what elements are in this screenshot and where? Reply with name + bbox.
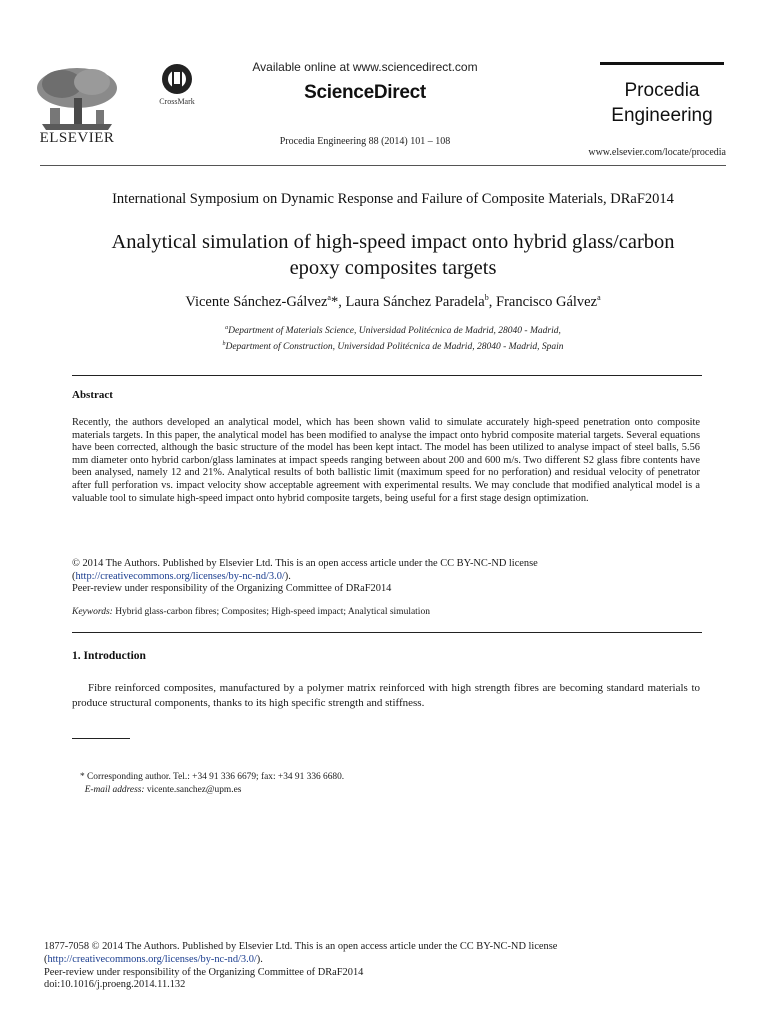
affiliation-sup: a	[225, 325, 229, 331]
license-line: (http://creativecommons.org/licenses/by-nc-nd/3.0/).	[72, 570, 291, 582]
issn-line: 1877-7058 © 2014 The Authors. Published by Elsevier Ltd. This is an open access article under the CC BY-NC-ND license	[44, 941, 558, 952]
journal-url[interactable]: www.elsevier.com/locate/procedia	[588, 147, 726, 158]
journal-title-line-1: Procedia	[624, 80, 700, 101]
keywords	[72, 607, 700, 617]
copyright-block	[72, 558, 700, 596]
author-affil-sup: a	[597, 293, 601, 302]
symposium-name: International Symposium on Dynamic Response and Failure of Composite Materials, DRaF2014	[112, 191, 674, 207]
paper-title-line-2: epoxy composites targets	[289, 257, 497, 279]
footnote	[80, 771, 680, 797]
affiliation-line	[40, 322, 746, 338]
peer-review-line: Peer-review under responsibility of the Organizing Committee of DRaF2014	[72, 583, 392, 595]
author-affil-sup: b	[484, 293, 489, 302]
affiliation-text: Department of Materials Science, Universidad Politécnica de Madrid, 28040 - Madrid,	[228, 326, 561, 337]
abstract-body: Recently, the authors developed an analytical model, which has been shown valid to simulate accurately high-speed penetration onto composite materials targets. In this paper, the analytical model has been modified to analyse the impact onto hybrid composite material targets. Several equations have been corrected, although the basic structure of the model has been kept intact. The model has been utilized to analyse impact of steel balls, 5.56 mm diameter onto hybrid carbon/glass laminates at impact speeds ranging between about 200 and 600 m/s. Two different S2 glass fibre contents have been analysed, namely 12 and 21%. Analytical results of both ballistic limit (maximum speed for no perforation) and residual velocity of penetrator after full perforation vs. impact velocity show acceptable agreement with experimental results. We may conclude that modified analytical model is a valuable tool to simulate high-speed impact onto hybrid composite targets, being useful for a first stage design optimization.	[72, 417, 700, 504]
keywords-label: Keywords:	[72, 607, 113, 617]
journal-title-line-2: Engineering	[611, 105, 713, 126]
section-body: Fibre reinforced composites, manufactured by a polymer matrix reinforced with high strength fibres are becoming standard materials to produce structural components, thanks to its high specific strength and stiffness.	[72, 682, 700, 709]
paper-title-line-1: Analytical simulation of high-speed impact onto hybrid glass/carbon	[111, 231, 675, 253]
footnote-divider	[72, 738, 130, 739]
crossmark-label: CrossMark	[159, 97, 195, 106]
doi[interactable]: doi:10.1016/j.proeng.2014.11.132	[44, 979, 186, 991]
keywords-list: Hybrid glass-carbon fibres; Composites; High-speed impact; Analytical simulation	[115, 607, 430, 617]
license-link[interactable]: http://creativecommons.org/licenses/by-nc-nd/3.0/	[75, 570, 285, 582]
author-name: Vicente Sánchez-Gálvez	[185, 293, 328, 310]
affiliation-sup: b	[222, 341, 226, 348]
paper-title	[40, 229, 746, 281]
author-suffix: ,	[488, 293, 496, 310]
corresponding-author: * Corresponding author. Tel.: +34 91 336 6679; fax: +34 91 336 6680.	[80, 772, 345, 782]
journal-citation: Procedia Engineering 88 (2014) 101 – 108	[279, 136, 451, 147]
email-label: E-mail address:	[84, 785, 145, 795]
abstract-heading: Abstract	[72, 389, 113, 401]
author-name: Francisco Gálvez	[496, 293, 598, 310]
author-list	[40, 293, 746, 311]
abstract-bottom-rule	[72, 632, 702, 633]
bottom-copyright	[44, 941, 694, 992]
available-online-text: Available online at www.sciencedirect.com	[252, 60, 478, 74]
author-affil-sup: a	[327, 293, 331, 302]
affiliation-line	[40, 338, 746, 354]
affiliations	[40, 322, 746, 354]
affiliation-text: Department of Construction, Universidad Politécnica de Madrid, 28040 - Madrid, Spain	[225, 342, 564, 353]
author-name: Laura Sánchez Paradela	[345, 293, 485, 310]
section-heading: 1. Introduction	[72, 650, 146, 662]
sciencedirect-logo[interactable]: ScienceDirect	[304, 82, 426, 103]
journal-title-bar	[600, 62, 724, 65]
bottom-license-link[interactable]: http://creativecommons.org/licenses/by-nc-nd/3.0/	[47, 953, 257, 965]
bottom-license-line: (http://creativecommons.org/licenses/by-nc-nd/3.0/).	[44, 953, 263, 965]
abstract-top-rule	[72, 375, 702, 376]
email-line	[80, 784, 680, 797]
author-suffix: *,	[330, 293, 346, 310]
journal-title	[600, 78, 724, 128]
header-divider	[40, 165, 726, 166]
email-address[interactable]: vicente.sanchez@upm.es	[146, 785, 242, 795]
bottom-peer-review: Peer-review under responsibility of the Organizing Committee of DRaF2014	[44, 966, 364, 978]
copyright-line: © 2014 The Authors. Published by Elsevier Ltd. This is an open access article under the CC BY-NC-ND license	[72, 558, 538, 569]
publisher-name: ELSEVIER	[39, 130, 115, 146]
